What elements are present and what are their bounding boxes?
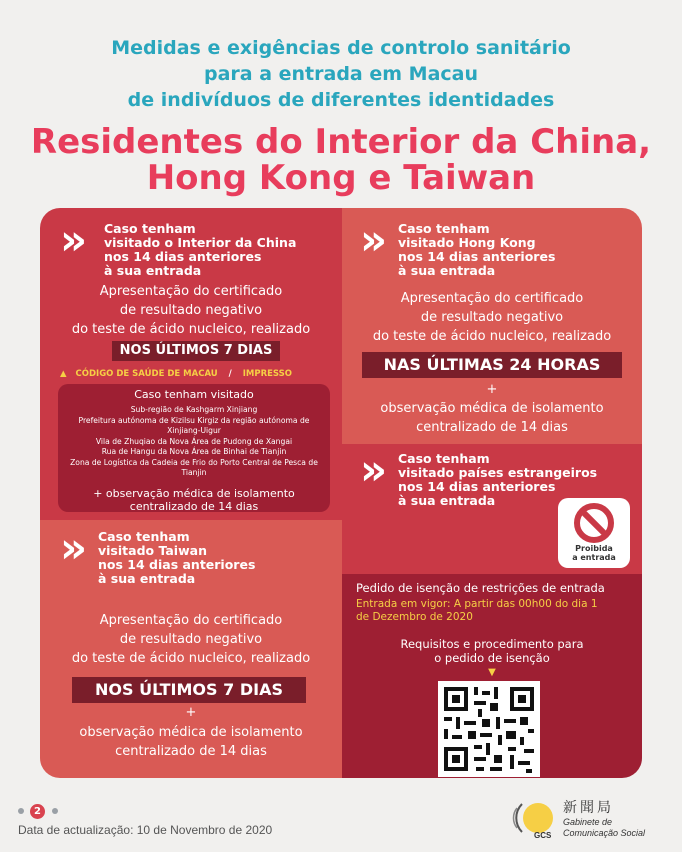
hongkong-cert-text: Apresentação do certificado de resultado negativo do teste de ácido nucleico, realizado xyxy=(372,291,612,344)
header-line-2: para a entrada em Macau xyxy=(203,63,479,85)
page-number-badge[interactable]: 2 xyxy=(30,804,45,819)
health-code-line xyxy=(60,368,330,380)
chevron-right-icon: » xyxy=(60,523,74,572)
list-item: Rua de Hangu da Nova Área de Binhai de Tianjin xyxy=(101,447,287,456)
update-date: Data de actualização: 10 de Novembro de 2020 xyxy=(18,823,273,837)
list-item: Sub-região de Kashgarm Xinjiang xyxy=(130,405,258,414)
prohibited-label: Proibida a entrada xyxy=(572,544,616,562)
taiwan-plus: + xyxy=(185,705,197,720)
exemption-effective-date: Entrada em vigor: A partir das 00h00 do dia 1 de Dezembro de 2020 xyxy=(356,598,598,623)
page-title-line-1: Residentes do Interior da China, xyxy=(30,122,652,162)
header-line-3: de indivíduos de diferentes identidades xyxy=(127,89,555,111)
slash-separator: / xyxy=(228,369,232,379)
header-line-1: Medidas e exigências de controlo sanitário xyxy=(111,37,571,59)
foreign-case-text: Caso tenham visitado países estrangeiros nos 14 dias anteriores à sua entrada xyxy=(398,451,598,508)
page-indicator xyxy=(18,804,66,818)
warning-triangle-icon: ▲ xyxy=(60,369,67,379)
printed-label: IMPRESSO xyxy=(242,369,293,379)
hongkong-observation: observação médica de isolamento centralizado de 14 dias xyxy=(380,401,604,435)
mainland-observation: + observação médica de isolamento centralizado de 14 dias xyxy=(93,487,295,513)
gcs-logo-icon xyxy=(512,794,558,842)
page-dot[interactable] xyxy=(52,808,58,814)
exemption-title: Pedido de isenção de restrições de entrada xyxy=(356,581,605,595)
mainland-case-text: Caso tenham visitado o Interior da China nos 14 dias anteriores à sua entrada xyxy=(104,221,297,278)
list-item: Vila de Zhuqiao da Nova Área de Pudong de Xangai xyxy=(95,436,293,446)
logo-chinese: 新聞局 xyxy=(563,800,614,816)
page-dot[interactable] xyxy=(18,808,24,814)
chevron-right-icon: » xyxy=(360,215,374,264)
logo-abbr: GCS xyxy=(534,831,552,840)
taiwan-observation: observação médica de isolamento centralizado de 14 dias xyxy=(79,725,303,759)
health-code-label: CÓDIGO DE SAÚDE DE MACAU xyxy=(75,369,218,379)
exemption-requirements: Requisitos e procedimento para o pedido de isenção xyxy=(400,637,584,665)
gcs-logo xyxy=(512,794,558,842)
hongkong-highlight: NAS ÚLTIMAS 24 HORAS xyxy=(362,352,622,378)
mainland-highlight: NOS ÚLTIMOS 7 DIAS xyxy=(112,341,280,361)
list-item: Prefeitura autónoma de Kizilsu Kirgiz da região autónoma de Xinjiang-Uigur xyxy=(78,415,310,435)
taiwan-cert-text: Apresentação do certificado de resultado negativo do teste de ácido nucleico, realizado xyxy=(71,613,311,666)
list-item: Zona de Logística da Cadeia de Frio do Porto Central de Pesca de Tianjin xyxy=(70,457,318,477)
chevron-right-icon: » xyxy=(60,215,74,264)
mainland-cert-text: Apresentação do certificado de resultado negativo do teste de ácido nucleico, realizado xyxy=(71,284,311,337)
page-title-line-2: Hong Kong e Taiwan xyxy=(146,158,536,198)
hongkong-case-text: Caso tenham visitado Hong Kong nos 14 dias anteriores à sua entrada xyxy=(398,221,556,278)
logo-portuguese: Gabinete de Comunicação Social xyxy=(563,817,646,838)
chevron-right-icon: » xyxy=(360,445,374,494)
taiwan-highlight: NOS ÚLTIMOS 7 DIAS xyxy=(72,677,306,703)
regions-box-title: Caso tenham visitado xyxy=(134,388,254,401)
taiwan-case-text: Caso tenham visitado Taiwan nos 14 dias anteriores à sua entrada xyxy=(98,529,256,586)
qr-code-image xyxy=(438,681,540,777)
no-entry-icon xyxy=(558,500,630,546)
arrow-down-icon: ▼ xyxy=(488,667,496,678)
hongkong-plus: + xyxy=(486,382,498,397)
qr-code[interactable] xyxy=(438,681,540,777)
entry-prohibited-badge xyxy=(558,498,630,568)
regions-list xyxy=(64,405,324,479)
